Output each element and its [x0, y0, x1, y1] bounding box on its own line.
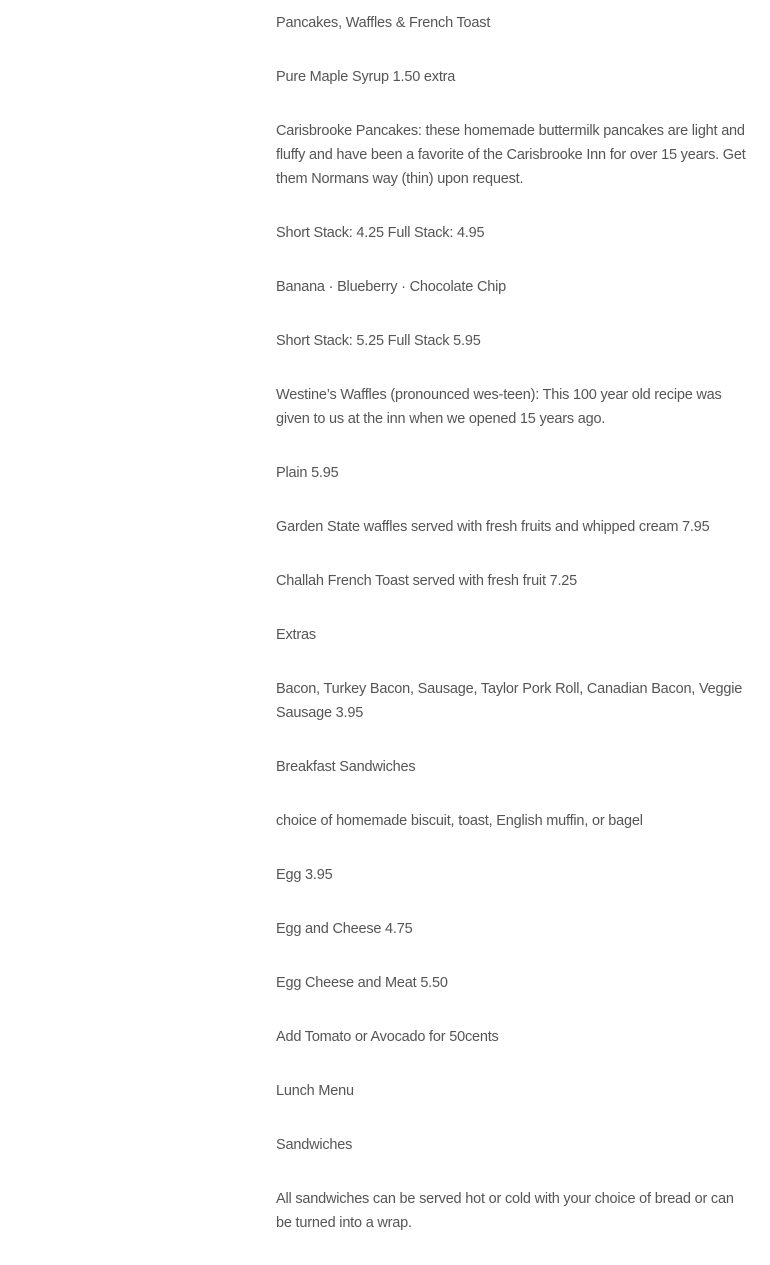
egg-cheese-meat-sandwich-price: Egg Cheese and Meat 5.50 [276, 975, 448, 991]
section-heading-sandwiches: Sandwiches [276, 1137, 353, 1153]
section-heading-lunch-menu: Lunch Menu [276, 1083, 354, 1099]
section-heading-pancakes-waffles: Pancakes, Waffles & French Toast [276, 15, 491, 31]
westines-waffles-description: Westine’s Waffles (pronounced wes-teen): This 100 year old recipe was given to us at the inn when we opened 15 years ago. [276, 387, 722, 427]
challah-french-toast: Challah French Toast served with fresh fruit 7.25 [276, 573, 578, 589]
pancake-flavors: Banana · Blueberry · Chocolate Chip [276, 279, 506, 295]
carisbrooke-pancakes-description: Carisbrooke Pancakes: these homemade buttermilk pancakes are light and fluffy and have been a favorite of the Carisbrooke Inn for over 15 years. Get them Normans way (thin) upon request. [276, 123, 746, 187]
flavored-pancakes-prices: Short Stack: 5.25 Full Stack 5.95 [276, 333, 481, 349]
section-heading-extras: Extras [276, 627, 316, 643]
bread-choice: choice of homemade biscuit, toast, English muffin, or bagel [276, 813, 643, 829]
egg-sandwich-price: Egg 3.95 [276, 867, 333, 883]
maple-syrup-extra: Pure Maple Syrup 1.50 extra [276, 69, 456, 85]
garden-state-waffles: Garden State waffles served with fresh fruits and whipped cream 7.95 [276, 519, 710, 535]
add-tomato-avocado: Add Tomato or Avocado for 50cents [276, 1029, 499, 1045]
pancakes-prices: Short Stack: 4.25 Full Stack: 4.95 [276, 225, 485, 241]
plain-waffle-price: Plain 5.95 [276, 465, 339, 481]
sandwiches-description: All sandwiches can be served hot or cold with your choice of bread or can be turned into a wrap. [276, 1191, 734, 1231]
egg-cheese-sandwich-price: Egg and Cheese 4.75 [276, 921, 413, 937]
menu-content [276, 11, 750, 1265]
extras-meats: Bacon, Turkey Bacon, Sausage, Taylor Pork Roll, Canadian Bacon, Veggie Sausage 3.95 [276, 681, 743, 721]
section-heading-breakfast-sandwiches: Breakfast Sandwiches [276, 759, 416, 775]
